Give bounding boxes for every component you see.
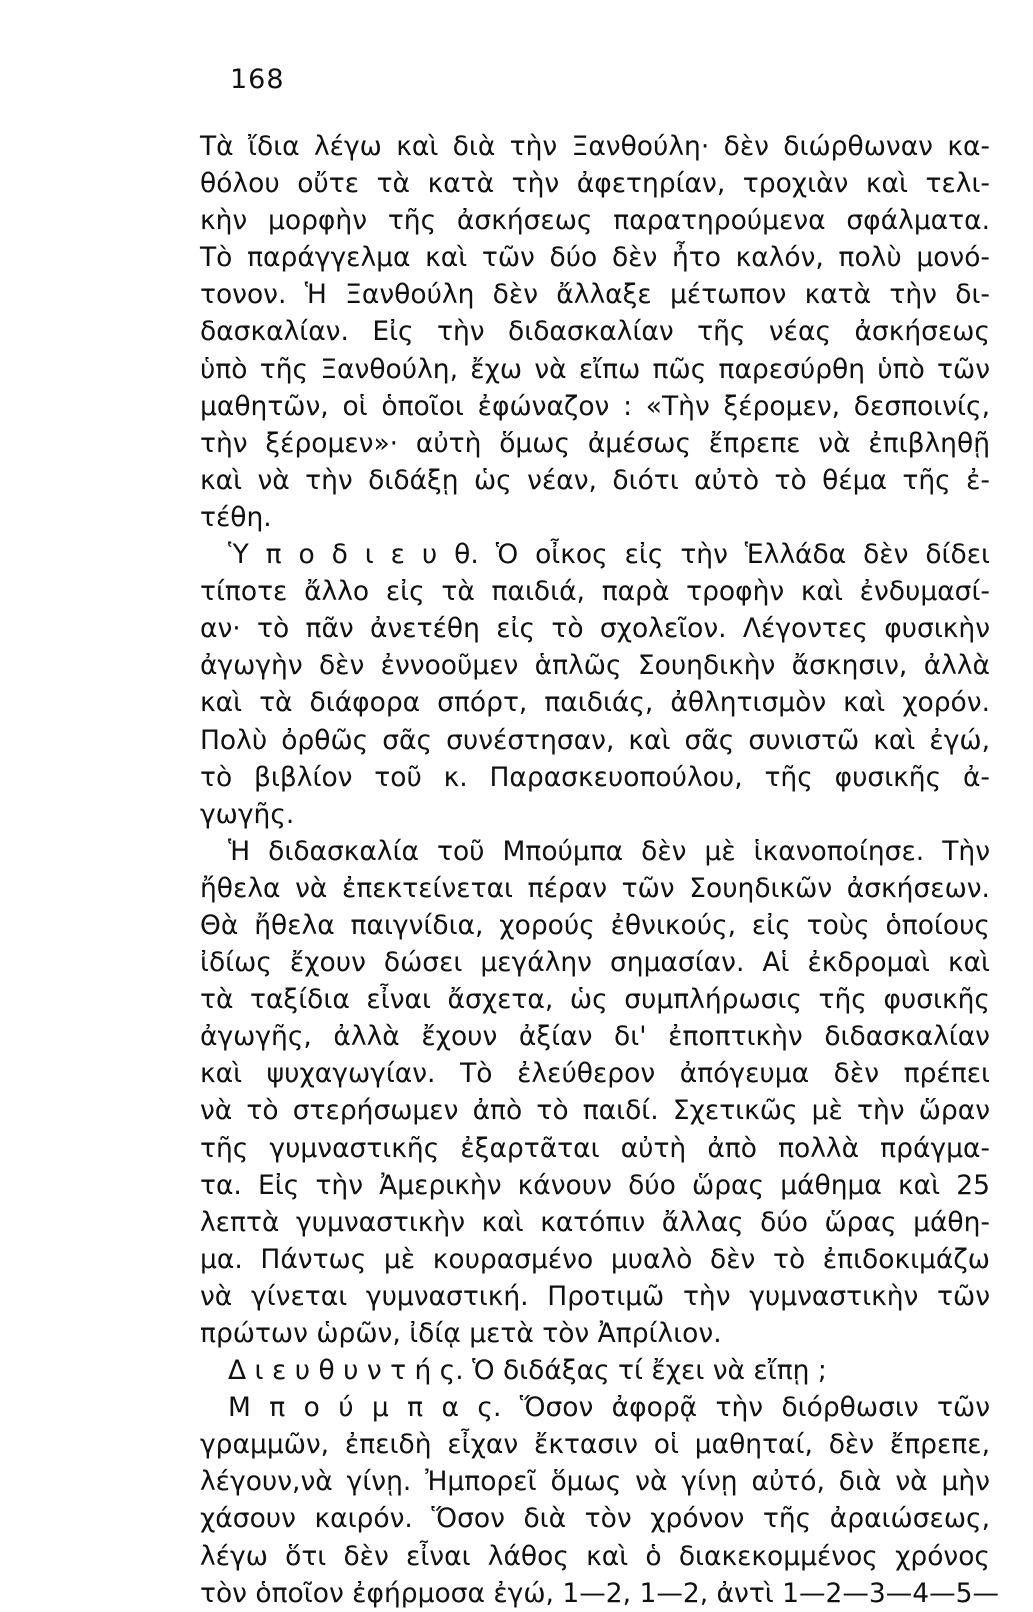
text-line: τὴν ξέρομεν»· αὐτὴ ὅμως ἀμέσως ἔπρεπε νὰ ἐπιβληθῇ xyxy=(200,427,990,459)
text-line: τονον. Ἡ Ξανθούλη δὲν ἄλλαξε μέτωπον κατὰ τὴν δι- xyxy=(200,279,990,311)
text-line: γωγῆς. xyxy=(200,798,295,830)
body-text xyxy=(200,128,999,1612)
text-line: τὰ ταξίδια εἶναι ἄσχετα, ὡς συμπλήρωσις τῆς φυσικῆς xyxy=(200,984,990,1016)
page-number: 168 xyxy=(230,64,285,95)
text-line: μαθητῶν, οἱ ὁποῖοι ἐφώναζον : «Τὴν ξέρομεν, δεσποινίς, xyxy=(200,390,990,422)
text-line: τὸν ὁποῖον ἐφήρμοσα ἐγώ, 1—2, 1—2, ἀντὶ 1—2—3—4—5— xyxy=(200,1577,999,1609)
text-line: ἤθελα νὰ ἐπεκτείνεται πέραν τῶν Σουηδικῶν ἀσκήσεων. xyxy=(200,872,990,904)
text-line: Πολὺ ὀρθῶς σᾶς συνέστησαν, καὶ σᾶς συνιστῶ καὶ ἐγώ, xyxy=(200,724,990,756)
text-line: καὶ νὰ τὴν διδάξῃ ὡς νέαν, διότι αὐτὸ τὸ θέμα τῆς ἐ- xyxy=(200,464,990,496)
text-line: Θὰ ἤθελα παιγνίδια, χορούς ἐθνικούς, εἰς τοὺς ὁποίους xyxy=(200,909,990,941)
text-line: ὑπὸ τῆς Ξανθούλη, ἔχω νὰ εἴπω πῶς παρεσύρθη ὑπὸ τῶν xyxy=(200,353,990,385)
text-line: πρώτων ὡρῶν, ἰδίᾳ μετὰ τὸν Ἀπρίλιον. xyxy=(200,1318,722,1349)
text-line: τίποτε ἄλλο εἰς τὰ παιδιά, παρὰ τροφὴν καὶ ἐνδυμασί- xyxy=(200,576,990,608)
text-line: Τὸ παράγγελμα καὶ τῶν δύο δὲν ἦτο καλόν, πολὺ μονό- xyxy=(200,242,990,274)
text-line: καὶ τὰ διάφορα σπόρτ, παιδιάς, ἀθλητισμὸν καὶ χορόν. xyxy=(200,687,990,719)
text-line: νὰ τὸ στερήσωμεν ἀπὸ τὸ παιδί. Σχετικῶς μὲ τὴν ὥραν xyxy=(200,1095,990,1127)
text-line: τα. Εἰς τὴν Ἀμερικὴν κάνουν δύο ὥρας μάθημα καὶ 25 xyxy=(200,1169,990,1201)
text-line: τέθη. xyxy=(200,501,272,533)
text-line: θόλου οὔτε τὰ κατὰ τὴν ἀφετηρίαν, τροχιὰν καὶ τελι- xyxy=(200,168,990,200)
text-line: Μ π ο ύ μ π α ς. Ὅσον ἀφορᾷ τὴν διόρθωσιν τῶν xyxy=(228,1392,990,1424)
text-line: καὶ ψυχαγωγίαν. Τὸ ἐλεύθερον ἀπόγευμα δὲν πρέπει xyxy=(200,1058,990,1090)
text-line: γραμμῶν, ἐπειδὴ εἶχαν ἔκτασιν οἱ μαθηταί, δὲν ἔπρεπε, xyxy=(200,1429,990,1461)
text-line: ἰδίως ἔχουν δώσει μεγάλην σημασίαν. Αἱ ἐκδρομαὶ καὶ xyxy=(200,947,990,979)
text-line: Τὰ ἴδια λέγω καὶ διὰ τὴν Ξανθούλη· δὲν διώρθωναν κα- xyxy=(200,131,990,162)
text-line: ἀγωγὴν δὲν ἐννοοῦμεν ἁπλῶς Σουηδικὴν ἄσκησιν, ἀλλὰ xyxy=(200,650,990,682)
text-line: αν· τὸ πᾶν ἀνετέθη εἰς τὸ σχολεῖον. Λέγοντες φυσικὴν xyxy=(200,613,990,645)
text-line: Δ ι ε υ θ υ ν τ ή ς. Ὁ διδάξας τί ἔχει νὰ εἴπῃ ; xyxy=(228,1355,827,1387)
text-line: νὰ γίνεται γυμναστική. Προτιμῶ τὴν γυμναστικὴν τῶν xyxy=(200,1280,990,1312)
text-line: χάσουν καιρόν. Ὅσον διὰ τὸν χρόνον τῆς ἀραιώσεως, xyxy=(200,1503,990,1535)
text-line: ἀγωγῆς, ἀλλὰ ἔχουν ἀξίαν δι' ἐποπτικὴν διδασκαλίαν xyxy=(200,1021,990,1053)
text-line: Ἡ διδασκαλία τοῦ Μπούμπα δὲν μὲ ἱκανοποίησε. Τὴν xyxy=(228,835,990,867)
text-line: τῆς γυμναστικῆς ἐξαρτᾶται αὐτὴ ἀπὸ πολλὰ πράγμα- xyxy=(200,1132,990,1164)
text-line: κὴν μορφὴν τῆς ἀσκήσεως παρατηρούμενα σφάλματα. xyxy=(200,205,990,237)
text-line: τὸ βιβλίον τοῦ κ. Παρασκευοπούλου, τῆς φυσικῆς ἀ- xyxy=(200,761,990,793)
text-line: λεπτὰ γυμναστικὴν καὶ κατόπιν ἄλλας δύο ὥρας μάθη- xyxy=(200,1206,990,1238)
text-line: Ὑ π ο δ ι ε υ θ. Ὁ οἶκος εἰς τὴν Ἑλλάδα δὲν δίδει xyxy=(228,539,990,571)
text-line: λέγω ὅτι δὲν εἶναι λάθος καὶ ὁ διακεκομμένος χρόνος xyxy=(200,1540,990,1572)
text-line: μα. Πάντως μὲ κουρασμένο μυαλὸ δὲν τὸ ἐπιδοκιμάζω xyxy=(200,1243,990,1275)
text-line: δασκαλίαν. Εἰς τὴν διδασκαλίαν τῆς νέας ἀσκήσεως xyxy=(200,316,990,348)
text-line: λέγουν,νὰ γίνῃ. Ἠμπορεῖ ὅμως νὰ γίνῃ αὐτό, διὰ νὰ μὴν xyxy=(200,1466,990,1498)
